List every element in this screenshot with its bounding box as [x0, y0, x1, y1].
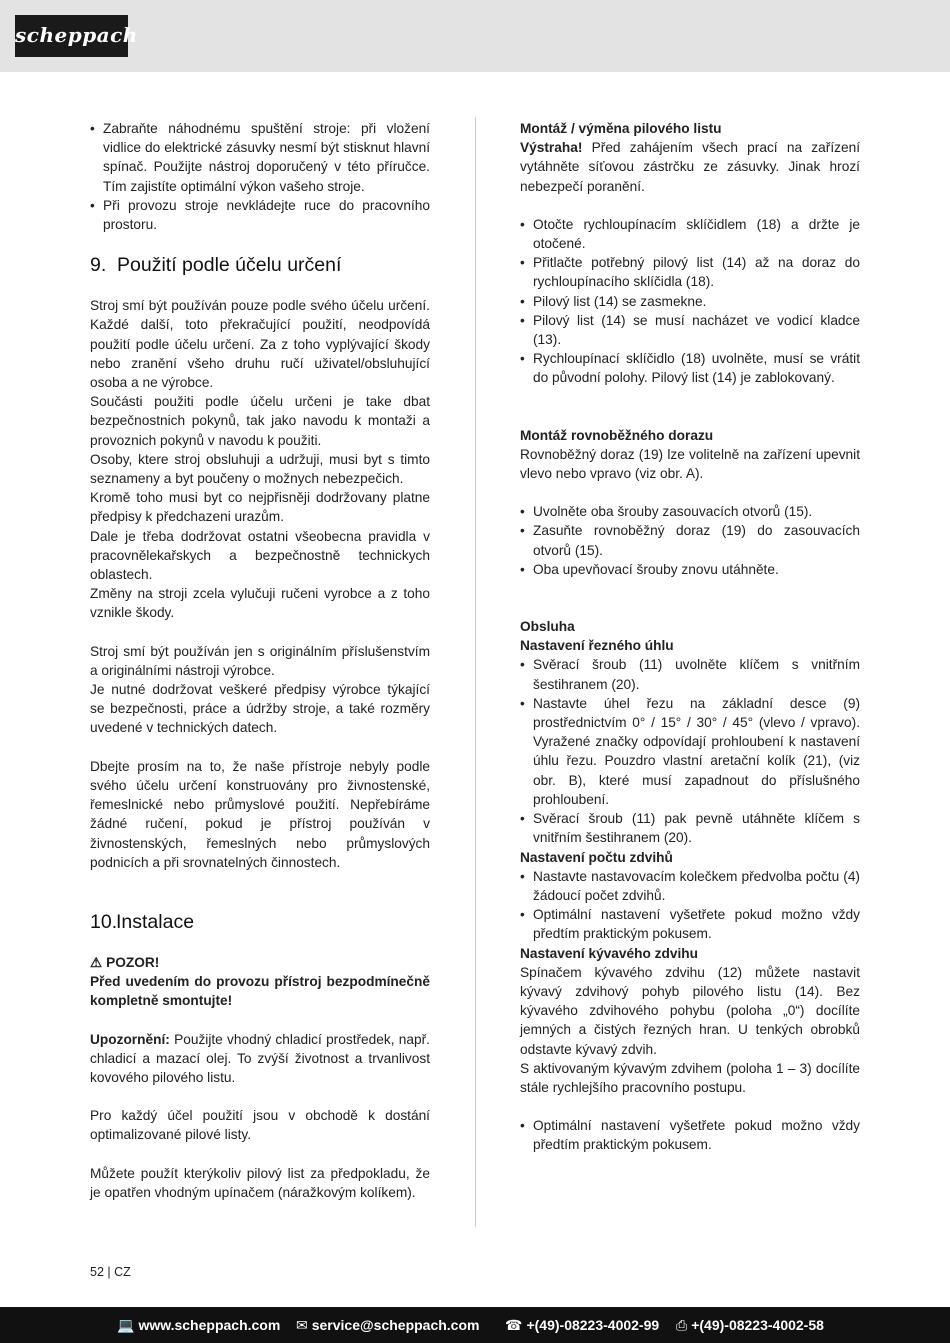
bullet-item: • Při provozu stroje nevkládejte ruce do pracovního prostoru. [90, 196, 430, 234]
paragraph: Je nutné dodržovat veškeré předpisy výrobce týkající se bezpečnosti, práce a údržby stroje, a také rozměry uvedené v technických datech. [90, 682, 430, 736]
labeled-paragraph [520, 138, 860, 196]
spacer [520, 483, 860, 502]
paragraph: S aktivovaným kývavým zdvihem (poloha 1 – 3) docílíte stále rychlejšího pracovního postupu. [520, 1060, 860, 1095]
footer-web[interactable]: 💻 www.scheppach.com [117, 1317, 281, 1333]
paragraph: Rovnoběžný doraz (19) lze volitelně na zařízení upevnit vlevo nebo vpravo (viz obr. A). [520, 446, 860, 482]
footer-fax: ⎙ +(49)-08223-4002-58 [676, 1317, 824, 1333]
paragraph: Můžete použít kterýkoliv pilový list za předpokladu, že je opatřen vhodným upínačem (náražkovým kolíkem). [90, 1165, 430, 1200]
paragraph: Pro každý účel použití jsou v obchodě k dostání optimalizované pilové listy. [90, 1108, 430, 1143]
spacer [90, 934, 430, 953]
paragraph: Změny na stroji zcela vylučuji ručeni vyrobce a z toho vznikle škody. [90, 586, 430, 621]
bold-heading: Obsluha [520, 619, 575, 635]
spacer [90, 738, 430, 757]
bullet-item: • Optimální nastavení vyšetřete pokud možno vždy předtím praktickým pokusem. [520, 1116, 860, 1154]
paragraph: Stroj smí být používán pouze podle svého účelu určení. Každé další, toto překračující použití, neodpovídá použití podle účelu určení. Za z toho vyplývající škody nebo zranění všeho druhu ručí uživatel/obsluhující osoba a ne výrobce. [90, 298, 430, 391]
paragraph: Dale je třeba dodržovat ostatni všeobecna pravidla v pracovnělekařskych a bezpečnostně technickych oblastech. [90, 528, 430, 583]
scheppach-logo [15, 15, 138, 57]
right-column [520, 119, 860, 1155]
spacer [90, 234, 430, 253]
bullet-item: • Nastavte nastavovacím kolečkem předvolba počtu (4) žádoucí počet zdvihů. [520, 867, 860, 905]
spacer [520, 579, 860, 617]
spacer [520, 1097, 860, 1116]
spacer [90, 277, 430, 296]
footer-email[interactable]: ✉ service@scheppach.com [296, 1317, 480, 1333]
section-number: 9. [90, 254, 107, 277]
bullet-item: • Rychloupínací sklíčidlo (18) uvolněte, musí se vrátit do původní polohy. Pilový list (14) je zablokovaný. [520, 349, 860, 387]
bullet-item: • Pilový list (14) se zasmekne. [520, 292, 860, 311]
footer-phone: ☎ +(49)-08223-4002-99 [505, 1317, 660, 1333]
section-number: 10. [90, 910, 118, 933]
bullet-item: • Svěrací šroub (11) uvolněte klíčem s vnitřním šestihranem (20). [520, 655, 860, 693]
bullet-item: • Pilový list (14) se musí nacházet ve vodicí kladce (13). [520, 311, 860, 349]
fax-icon: ⎙ [676, 1317, 688, 1333]
section-heading [90, 910, 430, 934]
spacer [90, 1087, 430, 1106]
labeled-paragraph [90, 1030, 430, 1088]
bullet-item: • Přitlačte potřebný pilový list (14) až na doraz do rychloupínacího sklíčidla (18). [520, 253, 860, 291]
bullet-item: • Svěrací šroub (11) pak pevně utáhněte klíčem s vnitřním šestihranem (20). [520, 809, 860, 847]
paragraph: Kromě toho musi byt co nejpřisněji dodržovany platne předpisy k předchazeni urazům. [90, 490, 430, 525]
paragraph: Součásti použiti podle účelu určeni je take dbat bezpečnostnich pokynů, tak jako navodu k montaži a provoznich pokynů v navodu k použiti. [90, 394, 430, 448]
section-heading [90, 253, 430, 277]
bullet-item: • Optimální nastavení vyšetřete pokud možno vždy předtím praktickým pokusem. [520, 905, 860, 943]
page-header [0, 0, 950, 72]
spacer [90, 872, 430, 910]
page-number: 52 | CZ [90, 1265, 131, 1279]
spacer [520, 388, 860, 426]
page-footer [0, 1307, 950, 1343]
bullet-item: • Otočte rychloupínacím sklíčidlem (18) a držte je otočené. [520, 215, 860, 253]
paragraph-label: Výstraha! [520, 140, 583, 156]
bullet-item: • Oba upevňovací šrouby znovu utáhněte. [520, 560, 860, 579]
paragraph-text: Před zahájením všech prací na zařízení vytáhněte síťovou zástrčku ze zásuvky. Jinak hrozí nebezpečí poranění. [520, 140, 860, 194]
bold-heading: Nastavení počtu zdvihů [520, 849, 673, 865]
spacer [90, 623, 430, 642]
bold-heading: Nastavení kývavého zdvihu [520, 945, 699, 961]
computer-icon: 💻 [117, 1317, 135, 1333]
section-title: Použití podle účelu určení [117, 254, 342, 277]
bold-heading: Montáž / výměna pilového listu [520, 121, 722, 136]
bold-heading: Před uvedením do provozu přístroj bezpodmínečně kompletně smontujte! [90, 974, 430, 1009]
spacer [520, 196, 860, 215]
bullet-item: • Nastavte úhel řezu na základní desce (9) prostřednictvím 0° / 15° / 30° / 45° (vlevo / vpravo). Vyražené značky odpovídají prohloubení k nastavení úhlu řezu. Pouzdro vlastní aretační kolík (21), (viz obr. B), které musí zapadnout do příslušného prohloubení. [520, 694, 860, 809]
paragraph: Stroj smí být používán jen s originálním příslušenstvím a originálními nástroji výrobce. [90, 643, 430, 678]
column-divider [475, 117, 476, 1227]
bold-heading: Nastavení řezného úhlu [520, 638, 674, 654]
bullet-item: • Zasuňte rovnoběžný doraz (19) do zasouvacích otvorů (15). [520, 521, 860, 559]
bold-heading: Montáž rovnoběžného dorazu [520, 427, 714, 443]
paragraph: Spínačem kývavého zdvihu (12) můžete nastavit kývavý zdvihový pohyb pilového listu (14). Bez kývavého zdvihového pohybu (poloha „0“) docílíte jemných a čistých řezných hran. U tenkých obrobků odstavte kývavý zdvih. [520, 964, 860, 1057]
logo-text: scheppach [15, 23, 138, 47]
section-title: Instalace [116, 910, 195, 933]
spacer [90, 1011, 430, 1030]
paragraph-label: Upozornění: [90, 1031, 170, 1047]
left-column [90, 119, 430, 1202]
paragraph-text: Použijte vhodný chladicí prostředek, např. chladicí a mazací olej. To zvýší životnost a trvanlivost kovového pilového listu. [90, 1031, 430, 1085]
bullet-item: • Zabraňte náhodnému spuštění stroje: při vložení vidlice do elektrické zásuvky nesmí být stisknut hlavní spínač. Použijte nástroj doporučený v této příručce. Tím zajistíte optimální výkon vašeho stroje. [90, 119, 430, 196]
paragraph: Dbejte prosím na to, že naše přístroje nebyly podle svého účelu určení konstruovány pro živnostenské, řemeslnické nebo průmyslové použití. Nepřebíráme žádné ručení, pokud je přístroj používán v živnostenských, řemeslných nebo průmyslových podnicích a při srovnatelných činnostech. [90, 758, 430, 870]
spacer [90, 1145, 430, 1164]
bold-heading: ⚠ POZOR! [90, 954, 160, 970]
bullet-item: • Uvolněte oba šrouby zasouvacích otvorů (15). [520, 502, 860, 521]
phone-icon: ☎ [505, 1317, 523, 1333]
mail-icon: ✉ [296, 1317, 308, 1333]
paragraph: Osoby, ktere stroj obsluhuji a udržuji, musi byt s timto seznameny a byt poučeny o možnych nebezpečich. [90, 451, 430, 487]
